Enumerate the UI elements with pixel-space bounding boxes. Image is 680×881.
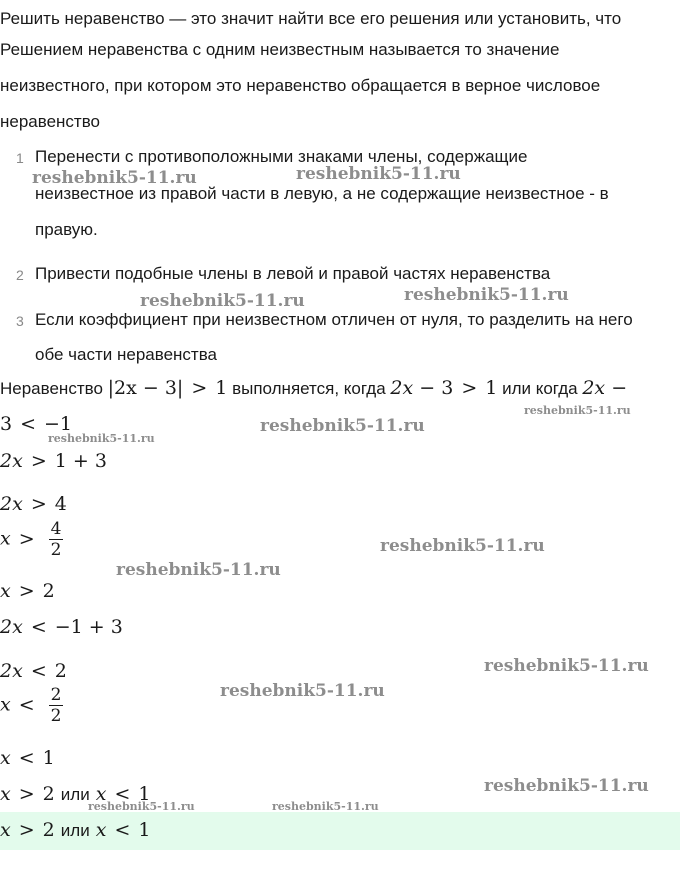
watermark: reshebnik5-11.ru [484, 656, 649, 676]
or-word: или [60, 821, 90, 840]
step-1-line-2: неизвестное из правой части в левую, а не содержащие неизвестное - в [35, 184, 609, 203]
rhs: 2 [54, 660, 67, 682]
intro-line-1: Решить неравенство — это значит найти все его решения или установить, что [0, 9, 622, 28]
case1-result: x > 2 [0, 580, 55, 602]
rhs: −1 + 3 [54, 616, 123, 638]
case2-result: x < 1 [0, 747, 55, 769]
rhs-minus-one: −1 [44, 413, 73, 435]
statement-or-when: или когда [502, 379, 578, 398]
step-number: 3 [16, 313, 24, 329]
step-1-line-3: правую. [35, 220, 98, 239]
watermark: reshebnik5-11.ru [272, 800, 379, 813]
rhs: 4 [54, 493, 67, 515]
intro-line-4: неравенство [0, 112, 101, 131]
combined-result: x > 2 или x < 1 [0, 783, 151, 805]
fraction: $\frac{2}{2}$ [50, 685, 62, 726]
statement-when: выполняется, когда [232, 379, 386, 398]
statement-prefix: Неравенство [0, 379, 103, 398]
watermark: reshebnik5-11.ru [380, 536, 545, 556]
intro-line-2: Решением неравенства с одним неизвестным называется то значение [0, 40, 560, 59]
case2-step-1: 2x < −1 + 3 [0, 616, 123, 638]
case1-step-3: x > $\frac{4}{2}$ [0, 519, 62, 560]
rhs-one: 1 [485, 377, 498, 399]
watermark: reshebnik5-11.ru [116, 560, 281, 580]
statement-line-1: Неравенство |2x − 3| > 1 выполняется, когда 2x − 3 > 1 или когда 2x − [0, 377, 628, 399]
watermark: reshebnik5-11.ru [484, 776, 649, 796]
case2-step-2: 2x < 2 [0, 660, 67, 682]
rhs: 1 [42, 747, 55, 769]
gt-sign: > [191, 377, 208, 399]
case1-step-2: 2x > 4 [0, 493, 67, 515]
watermark: reshebnik5-11.ru [260, 416, 425, 436]
watermark: reshebnik5-11.ru [140, 291, 305, 311]
watermark: reshebnik5-11.ru [220, 681, 385, 701]
gt-sign: > [461, 377, 478, 399]
rhs: 1 + 3 [54, 450, 107, 472]
step-3-line-2: обе части неравенства [35, 345, 218, 364]
final-answer: x > 2 или x < 1 [0, 819, 151, 841]
step-1-line-1: Перенести с противоположными знаками члены, содержащие [35, 147, 528, 166]
step-number: 2 [16, 267, 24, 283]
case1-step-1: 2x > 1 + 3 [0, 450, 107, 472]
step-2-line-1: Привести подобные члены в левой и правой частях неравенства [35, 264, 551, 283]
watermark: reshebnik5-11.ru [32, 168, 197, 188]
step-3-line-1: Если коэффициент при неизвестном отличен от нуля, то разделить на него [35, 310, 633, 329]
case2-step-3: x < $\frac{2}{2}$ [0, 685, 62, 726]
watermark: reshebnik5-11.ru [524, 404, 631, 417]
lhs-three: 3 [0, 413, 13, 435]
rhs: 2 [42, 580, 55, 602]
rhs-one: 1 [215, 377, 228, 399]
watermark: reshebnik5-11.ru [88, 800, 195, 813]
abs-expression: |2x − 3| [107, 377, 184, 399]
lt-sign: < [20, 413, 37, 435]
watermark: reshebnik5-11.ru [296, 164, 461, 184]
intro-line-3: неизвестного, при котором это неравенство обращается в верное числовое [0, 76, 601, 95]
fraction: $\frac{4}{2}$ [50, 519, 62, 560]
step-number: 1 [16, 150, 24, 166]
watermark: reshebnik5-11.ru [404, 285, 569, 305]
or-word: или [60, 785, 90, 804]
watermark: reshebnik5-11.ru [48, 432, 155, 445]
